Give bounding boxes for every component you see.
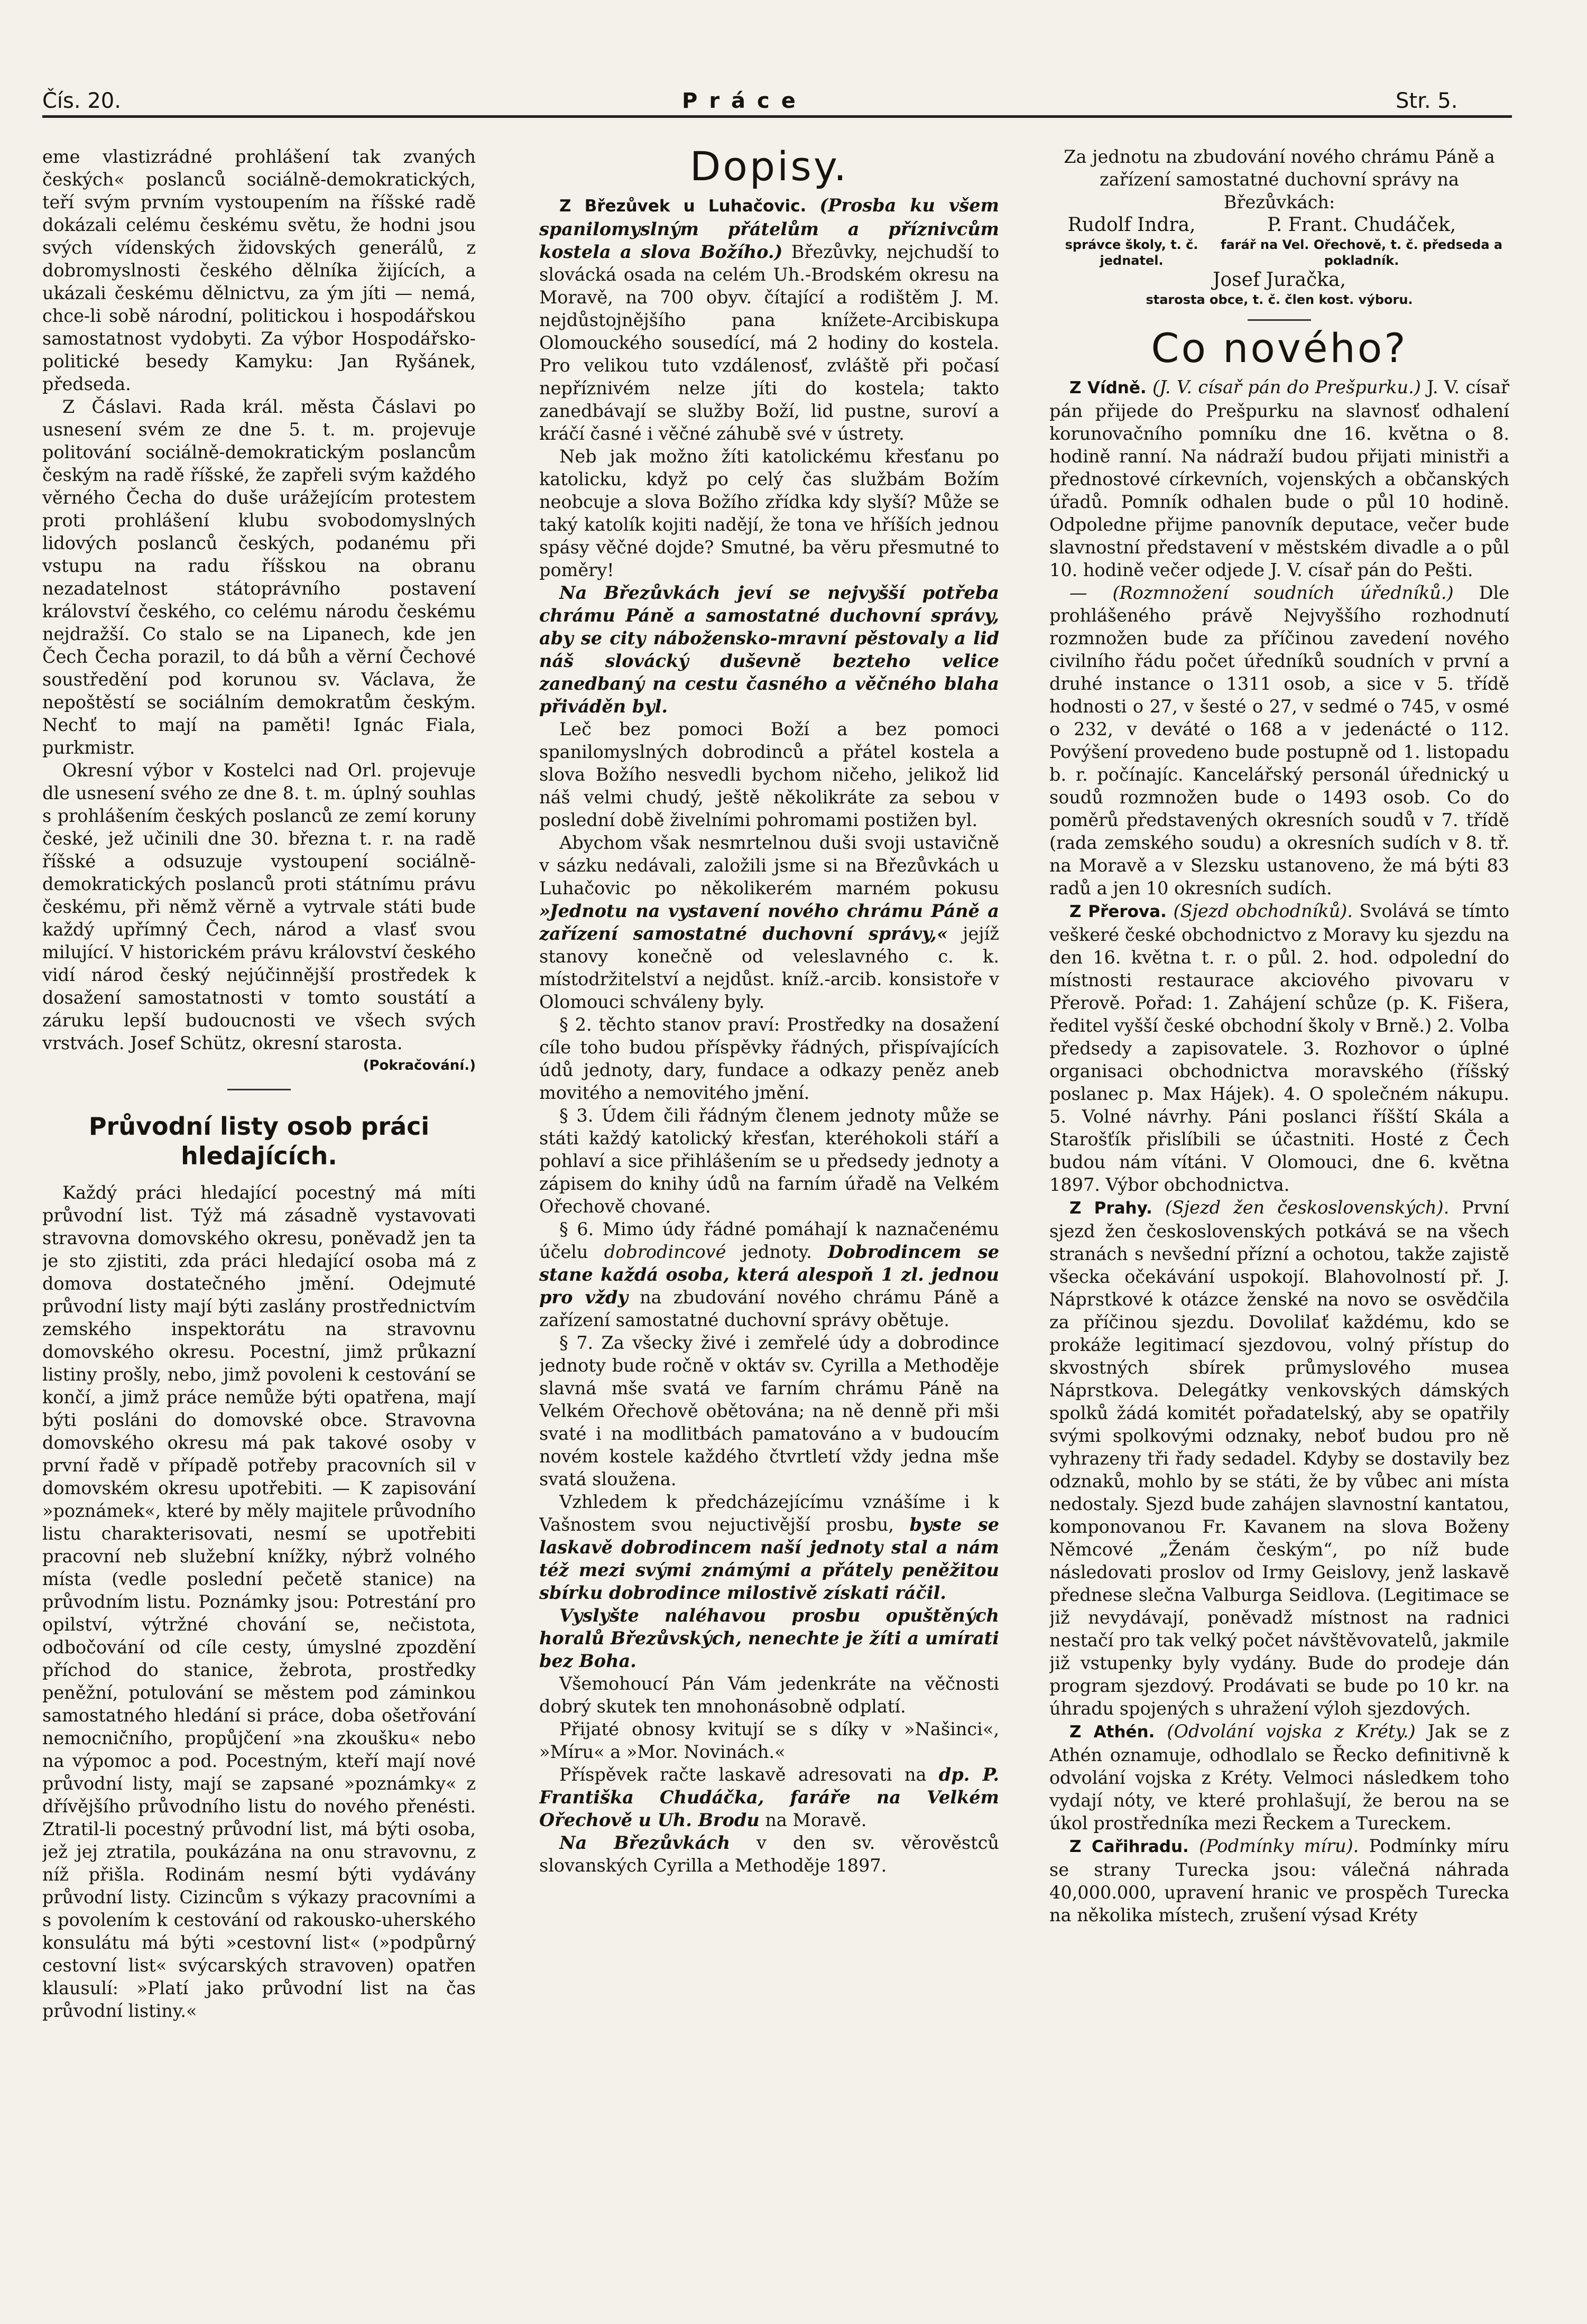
letter-text: Na Březůvkách jeví se nejvyšší potřeba chrámu Páně a samostatné duchovní správy, aby se city nábožensko-mravní pěstovaly a lid náš slovácký duševně bezteho velice zanedbaný na cestu časného a věčného blaha přiváděn byl. [539, 582, 999, 717]
letter-text [539, 1490, 999, 1604]
text-run: jednoty. [742, 1242, 812, 1262]
news-item [1049, 1196, 1509, 1720]
news-text: První sjezd žen československých potkává se na všech stranách s nevšední přízní a ochotou, takže zajistě všecka očekávání uspokojí. Blahovolností př. J. Náprstkové k otázce ženské na novo se osvědčila za příčinou sjezdu. Dovolilať každému, kdo se prokáže legitimací sjezdovou, volný přístup do skvostných sbírek průmyslového musea Náprstkova. Delegátky venkovských dámských spolků žádá komitét pořadatelský, aby se opatřily svými spolkovými odznaky, neboť budou pro ně vyhrazeny tři řady sedadel. Kdyby se dostavily bez odznaků, mohlo by se státi, že by vůbec ani místa nedostaly. Sjezd bude zahájen slavnostní kantatou, komponovanou Fr. Kavanem na slova Boženy Němcové „Ženám českým“, po níž bude následovati proslov od Irmy Geislovy, jenž laskavě přednese slečna Valburga Seidlova. (Legitimace se již nevydávají, poněvadž místnost na radnici nestačí pro tak velký počet návštěvovatelů, jakmile již vstupenky byly vydány. Bude do prodeje dán program sjezdový. Prodávati se bude po 10 kr. na úhradu spojených s uhražení výloh sjezdových. [1049, 1197, 1509, 1719]
signature-row [1049, 214, 1509, 268]
article-heading: Průvodní listy osob práci hledajících. [88, 1112, 430, 1170]
news-text: J. V. císař pán přijede do Prešpurku na slavnosť odhalení korunovačního pomníku dne 16. května o 8. hodině ranní. Na nádraží budou přijati ministři a přednostové církevních, vojenských a občanských úřadů. Pomník odhalen bude o půl 10 hodině. Odpoledne přijme panovník deputace, večer bude slavnostní představení v městském divadle a o půl 10. hodině večer odjede J. V. císař pán do Pešti. [1049, 377, 1509, 580]
news-item [1049, 376, 1509, 581]
article-text: eme vlastizrádné prohlášení tak zvaných českých« poslanců sociálně-demokratických, teří svým prvním vystoupením na říšské radě dokázali celému českému světu, že hodni jsou svých vídenských židovských generálů, z dobromyslnosti českého dělníka žijících, a ukázali českému dělnictvu, za ým jíti — nemá, chce-li sobě národní, politickou i hospodářskou samostatnost vydobyti. Za výbor Hospodářsko-politické besedy Kamyku: Jan Ryšánek, předseda. [42, 146, 476, 394]
text-run: dp. P. Františka Chudáčka, faráře na Velkém Ořechově u Uh. Brodu [539, 1764, 999, 1830]
separator [1248, 319, 1311, 321]
news-subject: (J. V. císař pán do Prešpurku.) [1152, 377, 1421, 397]
news-subject: (Odvolání vojska z Kréty.) [1167, 1721, 1416, 1742]
letter-text: Vyslyšte naléhavou prosbu opuštěných horalů Březůvských, nenechte je žíti a umírati bez Boha. [539, 1605, 999, 1671]
continued-note: (Pokračování.) [363, 1058, 476, 1073]
signature-name: Rudolf Indra, [1067, 214, 1196, 236]
letter-text: Leč bez pomoci Boží a bez pomoci spanilomyslných dobrodinců a přátel kostela a slova Božího nesvedli bychom ničeho, jelikož lid náš velmi chudý, ještě několikráte za sebou v poslední době živelními pohromami postižen byl. [539, 719, 999, 830]
dateline: Z Athén. [1069, 1723, 1155, 1742]
signature-name: P. Frant. Chudáček, [1267, 214, 1456, 236]
text-run: Abychom však nesmrtelnou duši svoji ustavičně v sázku nedávali, založili jsme si na Březůvkách u Luhačovic po několikerém marném pokusu [539, 832, 999, 899]
text-run: § 6. Mimo údy řádné pomáhají k naznačenému účelu [539, 1219, 999, 1262]
letter-text: Březůvky, nejchudší to slovácká osada na celém Uh.-Brodském okresu na Moravě, na 700 obyv. čítající a rodištěm J. M. nejdůstojnějšího pana knížete-Arcibiskupa Olomouckého sousedící, má 2 hodiny do kostela. Pro velikou tuto vzdálenosť, zvláště při počasí nepříznivém nelze jíti do kostela; takto zanedbávají se služby Boží, lid pustne, suroví a kráčí časné i věčné záhubě své v ústrety. [539, 242, 999, 444]
news-text: Podmínky míru se strany Turecka jsou: válečná náhrada 40,000.000, upravení hranic ve prospěch Turecka na několika místech, zrušení výsad Kréty [1049, 1836, 1509, 1925]
article-text: Okresní výbor v Kostelci nad Orl. projevuje dle usnesení svého ze dne 8. t. m. úplný souhlas s prohlášením českých poslanců ze zemí koruny české, jež učinili dne 30. března t. r. na radě říšské a odsuzuje vystoupení sociálně-demokratických poslanců proti státnímu právu českému, při němž věrně a vytrvale státi bude každý upřímný Čech, národ a vlasť svou milující. V historickém právu království českého vidí národ český nejúčinnější prostředek k dosažení samostatnosti v tomto soustátí a záruku lepší budoucnosti ve všech svých vrstvách. Josef Schütz, okresní starosta. [42, 760, 476, 1053]
column-2 [539, 145, 999, 2252]
news-subject: (Podmínky míru). [1199, 1836, 1359, 1856]
text-run: »Jednotu na vystavení nového chrámu Páně a zařízení samostatné duchovní správy,« [539, 901, 999, 944]
letter-text [539, 1763, 999, 1831]
dateline: Z Přerova. [1069, 902, 1167, 921]
letter-text: Všemohoucí Pán Vám jedenkráte na věčnosti dobrý skutek ten mnohonásobně odplatí. [539, 1673, 999, 1717]
news-item [1049, 581, 1509, 900]
letter-text [539, 831, 999, 1013]
text-run: jejíž stanovy konečně od veleslavného c. k. místodržitelství a nejdůst. kníž.-arcib. konsistoře v Olomouci schváleny byly. [539, 923, 999, 1012]
text-run: na Moravě. [765, 1810, 867, 1830]
news-item [1049, 1720, 1509, 1835]
text-run: Na Březůvkách [559, 1832, 731, 1853]
news-text: Jak se z Athén oznamuje, odhodlalo se Řecko definitivně k odvolání vojska z Kréty. Velmoci následkem toho vydají nóty, ve které prohlašují, že berou na se úkol prostředníka mezi Řeckem a Tureckem. [1049, 1721, 1509, 1834]
issue-number: Čís. 20. [42, 89, 121, 113]
letter-text: Přijaté obnosy kvitují se s díky v »Našinci«, »Míru« a »Mor. Novinách.« [539, 1719, 999, 1762]
text-run: Příspěvek račte laskavě adresovati na [559, 1764, 927, 1785]
signature-role: starosta obce, t. č. člen kost. výboru. [1146, 292, 1413, 307]
letter-text: Neb jak možno žíti katolickému křesťanu po katolicku, když po celý čas službám Božím neobcuje a slova Božího zřídka kdy slyší? Může se taký katolík kojiti nadějí, že tona ve hříších jednou spásy věčné dojde? Smutné, ba věru přesmutné to poměry! [539, 446, 999, 580]
news-item [1049, 1835, 1509, 1927]
header-rule [42, 115, 1512, 118]
column-3 [1049, 145, 1509, 2252]
news-item [1049, 900, 1509, 1196]
letter-text: § 2. těchto stanov praví: Prostředky na dosažení cíle toho budou příspěvky řádných, přispívajících údů jednoty, dary, fundace a odkazy peněz aneb movitého a nemovitého jmění. [539, 1014, 999, 1103]
text-run: na zbudování nového chrámu Páně a zařízení samostatné duchovní správy obětuje. [539, 1287, 999, 1330]
news-text: Dle prohlášeného právě Nejvyššího rozhodnutí rozmnožen bude za příčinou zavedení nového civilního řádu počet úředníků soudních v první a druhé instance o 1311 osob, a sice v 5. třídě hodnosti o 27, v šesté o 27, v sedmé o 745, v osmé o 232, v deváté o 168 a v jedenácté o 112. Povýšení provedeno bude postupně od 1. listopadu b. r. počínajíc. Kancelářský personál úřednický u soudů rozmnožen bude o 1493 osob. Co do poměrů představených okresních soudů v 7. třídě (rada zemského soudu) a okresních sudích v 8. tř. na Moravě a v Slezsku ustanoveno, že má býti 83 radů a jen 10 okresních sudích. [1049, 582, 1509, 899]
news-subject: (Sjezd žen československých). [1165, 1197, 1450, 1218]
section-title: Co nového? [1151, 325, 1408, 372]
signature [1049, 214, 1214, 268]
article-text: Každý práci hledající pocestný má míti průvodní list. Týž má zásadně vystavovati stravovna domovského okresu, poněvadž jen ta je sto zjistiti, zda práci hledající osoba má z domova dostatečného jmění. Odejmuté průvodní listy mají býti zaslány prostřednictvím zemského inspektorátu na stravovnu domovského okresu. Pocestní, jimž průkazní listiny prošly, nebo, jimž povoleni k cestování se končí, a jimž práce nemůže býti opatřena, mají býti posláni do domovské obce. Stravovna domovského okresu má pak takové osoby v první řadě v případě potřeby pracovních sil v domovském okresu upotřebiti. — K zapisování »poznámek«, které by měly majitele průvodního listu charakterisovati, nesmí se upotřebiti pracovní neb služební knížky, nýbrž volného místa (vedle poslední pečetě stanice) na průvodním listu. Poznámky jsou: Potrestání pro opilství, výtržné chování se, nečistota, odbočování od cíle cesty, úmyslné zpozdění příchod do stanice, žebrota, prostředky peněžní, potulování se městem pod záminkou samostatného hledání si práce, doba ošetřování nemocničního, propůjčení »na zkoušku« nebo na výpomoc a pod. Pocestným, kteří mají nové průvodní listy, mají se zapsané »poznámky« z dřívějšího průvodního listu do nového přenésti. Ztratil-li pocestný průvodní list, má býti osoba, jež jej ztratila, poukázána na onu stravovnu, z níž přišla. Rodinám nesmí býti vydávány průvodní listy. Cizincům s výkazy pracovními a s povolením k cestování od rakousko-uherského konsulátu má býti »cestovní list« (»podpůrný cestovní list« svýcarských stravoven) opatřen klausulí: »Platí jako průvodní list na čas průvodní listiny.« [42, 1182, 476, 2021]
letter-text [539, 1831, 999, 1877]
letter-text: § 7. Za všecky živé i zemřelé údy a dobrodince jednoty bude ročně v oktáv sv. Cyrilla a Methoděje slavná mše svatá ve farním chrámu Páně na Velkém Ořechově obětována; na ně denně při mši svaté i na modlitbách pamatováno a v budoucím novém kostele každého čtvrtletí vždy jedna mše svatá sloužena. [539, 1332, 999, 1489]
separator [227, 1089, 291, 1090]
text-run: byste se laskavě dobrodincem naší jednoty stal a nám též mezi svými známými a přátely peněžitou sbírku dobrodince milostivě získati ráčil. [539, 1514, 999, 1603]
article-text: Z Čáslavi. Rada král. města Čáslavi po usnesení svém ze dne 5. t. m. projevuje politování sociálně-demokratickým poslancům českým na radě říšské, že zapřeli svým každého věrného Čecha do duše urážejícím protestem proti prohlášení klubu svobodomyslných lidových poslanců českých, podanému při vstupu na radu říšskou na obranu nezadatelnost státoprávního postavení království českého, co celému národu českému nejdražší. Co stalo se na Lipanech, kde jen Čech Čecha porazil, to dá bůh a věrní Čechové soustředění pod korunou sv. Václava, že nepoštěstí se sociálním demokratům českým. Nechť to mají na paměti! Ignác Fiala, purkmistr. [42, 396, 476, 758]
text-run: v den sv. věrověstců slovanských Cyrilla a Methoděje 1897. [539, 1832, 999, 1876]
letter-text: § 3. Údem čili řádným členem jednoty může se státi každý katolický křesťan, kteréhokoli stáří a pohlaví a sice přihlášením se u předsedy jednoty a zápisem do knihy údů na farním úřadě na Velkém Ořechově chované. [539, 1105, 999, 1217]
signature-role: správce školy, t. č. jednatel. [1065, 237, 1198, 268]
letter-closing: Za jednotu na zbudování nového chrámu Páně a zařízení samostatné duchovní správy na Březůvkách: [1064, 146, 1495, 212]
letter-text [539, 1218, 999, 1331]
news-text: Svolává se tímto veškeré české obchodnictvo z Moravy ku sjezdu na den 16. května t. r. o půl. 2. hod. odpolední do místnosti restaurace akciového pivovaru v Přerově. Pořad: 1. Zahájení schůze (p. K. Fišera, ředitel vyšší české obchodní školy v Brně.) 2. Volba předsedy a zapisovatele. 3. Rozhovor o úplné organisaci obchodnictva moravského (říšský poslanec p. Max Hájek). 4. O společném nákupu. 5. Volné návrhy. Páni poslanci říšští Skála a Starošťík přislíbili se účastniti. Hosté z Čech budou nám vítáni. V Olomouci, dne 6. května 1897. Výbor obchodnictva. [1049, 901, 1509, 1195]
news-subject: (Sjezd obchodníků). [1173, 901, 1353, 921]
text-run: Vzhledem k předcházejícímu vznášíme i k Vašnostem svou nejuctivější prosbu, [539, 1492, 999, 1535]
letter-subtitle: (Prosba ku všem spanilomyslným přátelům a příznivcům kostela a slova Božího.) [539, 195, 999, 262]
dateline: Z Prahy. [1069, 1199, 1152, 1218]
dateline: Z Cařihradu. [1069, 1837, 1189, 1856]
signature [1214, 214, 1509, 268]
signature [1049, 268, 1509, 308]
page-header [0, 0, 1587, 122]
column-1 [42, 145, 476, 2252]
text-run: Dobrodincem se stane každá osoba, která alespoň 1 zl. jednou pro vždy [539, 1242, 999, 1308]
news-subject: — (Rozmnožení soudních úředníků.) [1069, 582, 1454, 603]
section-title: Dopisy. [689, 145, 849, 190]
signature-name: Josef Juračka, [1213, 269, 1346, 291]
dateline: Z Březůvek u Luhačovic. [559, 197, 807, 216]
page-number: Str. 5. [1396, 89, 1458, 113]
dateline: Z Vídně. [1069, 378, 1147, 397]
newspaper-title: Práce [682, 89, 807, 113]
letter-intro [539, 194, 999, 445]
text-run: dobrodincové [604, 1242, 726, 1262]
signature-role: farář na Vel. Ořechově, t. č. předseda a pokladník. [1221, 237, 1503, 268]
